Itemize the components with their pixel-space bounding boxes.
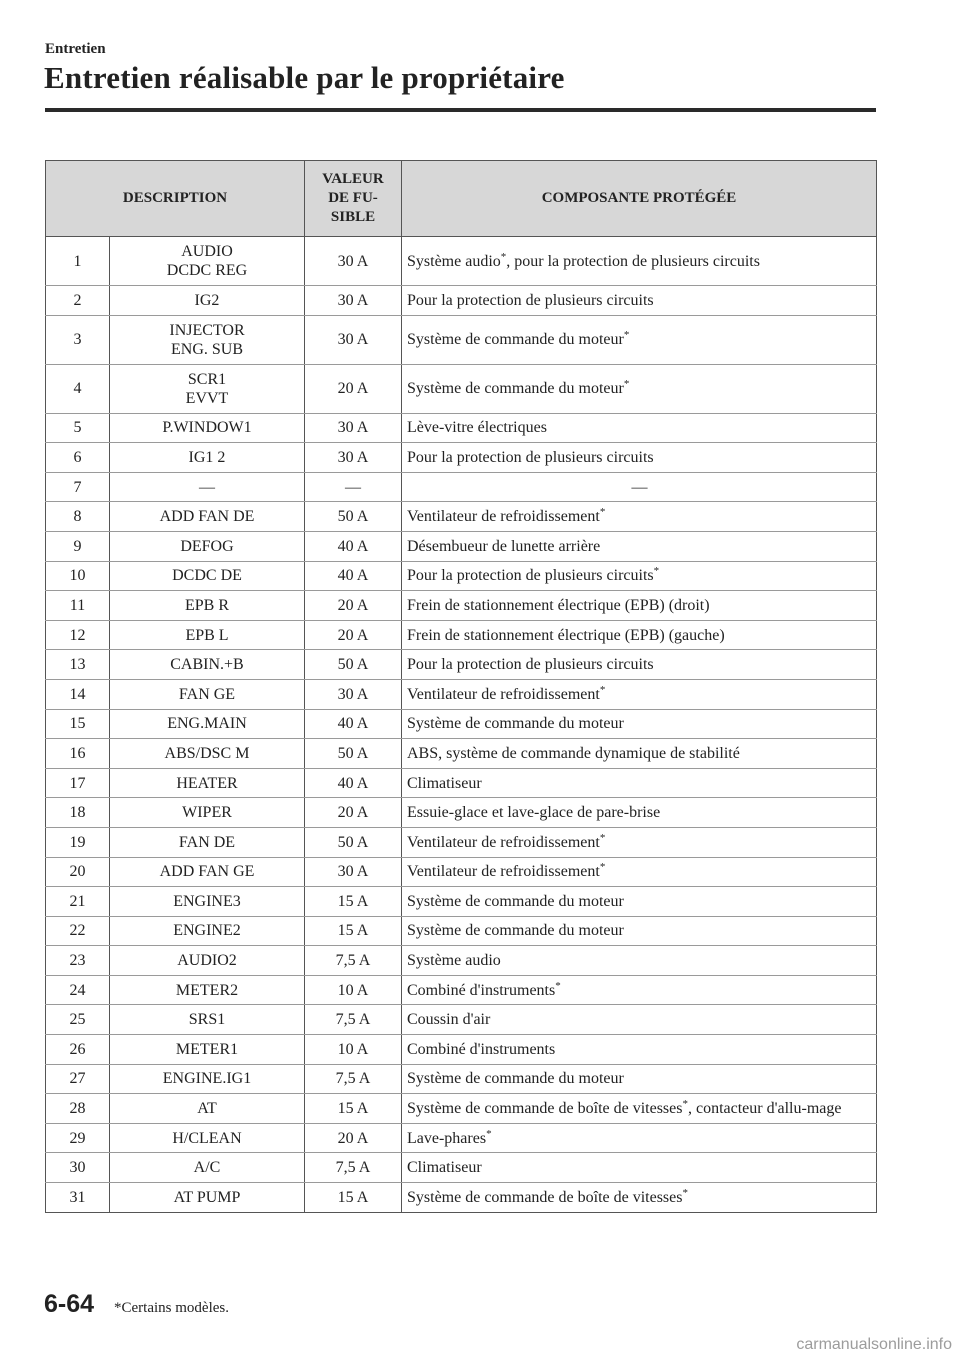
fuse-number: 20	[46, 857, 110, 887]
asterisk-mark: *	[500, 250, 507, 263]
fuse-number: 5	[46, 413, 110, 443]
fuse-description: AT PUMP	[110, 1183, 305, 1213]
column-header-component: COMPOSANTE PROTÉGÉE	[402, 161, 877, 237]
fuse-value: 40 A	[305, 709, 402, 739]
fuse-description: ADD FAN DE	[110, 502, 305, 532]
fuse-description: AUDIO2	[110, 946, 305, 976]
fuse-number: 28	[46, 1094, 110, 1124]
fuse-value: 30 A	[305, 413, 402, 443]
protected-component: Lève-vitre électriques	[402, 413, 877, 443]
fuse-description: EPB R	[110, 591, 305, 621]
table-row	[46, 531, 877, 561]
protected-component: ABS, système de commande dynamique de stabilité	[402, 739, 877, 769]
fuse-value: 10 A	[305, 1035, 402, 1065]
fuse-value: 40 A	[305, 531, 402, 561]
fuse-number: 8	[46, 502, 110, 532]
table-row	[46, 709, 877, 739]
fuse-number: 30	[46, 1153, 110, 1183]
table-row	[46, 561, 877, 591]
fuse-number: 4	[46, 364, 110, 413]
table-row	[46, 286, 877, 316]
fuse-value: 30 A	[305, 315, 402, 364]
table-row	[46, 1005, 877, 1035]
fuse-description: IG2	[110, 286, 305, 316]
fuse-number: 9	[46, 531, 110, 561]
table-row	[46, 857, 877, 887]
fuse-number: 25	[46, 1005, 110, 1035]
fuse-description: A/C	[110, 1153, 305, 1183]
fuse-value: 20 A	[305, 620, 402, 650]
asterisk-mark: *	[599, 506, 606, 519]
fuse-value: 30 A	[305, 286, 402, 316]
asterisk-mark: *	[599, 861, 606, 874]
protected-component: Climatiseur	[402, 768, 877, 798]
fuse-value: 40 A	[305, 768, 402, 798]
page-number: 6-64	[44, 1290, 95, 1318]
fuse-number: 18	[46, 798, 110, 828]
fuse-description: FAN GE	[110, 679, 305, 709]
protected-component: Désembueur de lunette arrière	[402, 531, 877, 561]
asterisk-mark: *	[555, 979, 561, 992]
fuse-number: 6	[46, 443, 110, 473]
watermark: carmanualsonline.info	[796, 1336, 952, 1353]
fuse-number: 23	[46, 946, 110, 976]
asterisk-mark: *	[623, 378, 630, 391]
fuse-value: 7,5 A	[305, 946, 402, 976]
fuse-number: 1	[46, 237, 110, 286]
protected-component: Ventilateur de refroidissement*	[402, 857, 877, 887]
fuse-description: —	[110, 472, 305, 502]
asterisk-mark: *	[599, 683, 606, 696]
fuse-description: H/CLEAN	[110, 1123, 305, 1153]
protected-component: Système de commande du moteur	[402, 1064, 877, 1094]
fuse-value: 15 A	[305, 887, 402, 917]
protected-component: Frein de stationnement électrique (EPB) (droit)	[402, 591, 877, 621]
section-label: Entretien	[45, 41, 106, 57]
table-row	[46, 620, 877, 650]
table-row	[46, 798, 877, 828]
table-row	[46, 768, 877, 798]
protected-component: Système audio	[402, 946, 877, 976]
fuse-number: 16	[46, 739, 110, 769]
fuse-number: 26	[46, 1035, 110, 1065]
protected-component: Ventilateur de refroidissement*	[402, 827, 877, 857]
fuse-description: ENGINE3	[110, 887, 305, 917]
fuse-table	[45, 160, 877, 1213]
fuse-value: 30 A	[305, 857, 402, 887]
fuse-number: 2	[46, 286, 110, 316]
fuse-description: IG1 2	[110, 443, 305, 473]
protected-component: Système de commande du moteur	[402, 887, 877, 917]
fuse-value: 20 A	[305, 1123, 402, 1153]
fuse-description: WIPER	[110, 798, 305, 828]
fuse-number: 14	[46, 679, 110, 709]
table-row	[46, 827, 877, 857]
fuse-value: 30 A	[305, 443, 402, 473]
protected-component: Ventilateur de refroidissement*	[402, 502, 877, 532]
title-divider	[45, 108, 876, 112]
page-title: Entretien réalisable par le propriétaire	[44, 60, 565, 95]
fuse-value: 20 A	[305, 798, 402, 828]
protected-component: Système audio*, pour la protection de plusieurs circuits	[402, 237, 877, 286]
table-row	[46, 364, 877, 413]
asterisk-mark: *	[623, 329, 630, 342]
fuse-description: DCDC DE	[110, 561, 305, 591]
table-row	[46, 413, 877, 443]
asterisk-mark: *	[486, 1127, 492, 1140]
protected-component: Pour la protection de plusieurs circuits	[402, 650, 877, 680]
fuse-description: SRS1	[110, 1005, 305, 1035]
protected-component: —	[402, 472, 877, 502]
fuse-value: 20 A	[305, 364, 402, 413]
protected-component: Pour la protection de plusieurs circuits*	[402, 561, 877, 591]
fuse-value: 50 A	[305, 502, 402, 532]
fuse-description: SCR1 EVVT	[110, 364, 305, 413]
fuse-number: 31	[46, 1183, 110, 1213]
fuse-number: 10	[46, 561, 110, 591]
table-row	[46, 502, 877, 532]
fuse-description: ADD FAN GE	[110, 857, 305, 887]
table-row	[46, 1094, 877, 1124]
fuse-number: 11	[46, 591, 110, 621]
table-row	[46, 237, 877, 286]
table-header-row	[46, 161, 877, 237]
protected-component: Coussin d'air	[402, 1005, 877, 1035]
fuse-value: 7,5 A	[305, 1005, 402, 1035]
fuse-description: FAN DE	[110, 827, 305, 857]
fuse-number: 15	[46, 709, 110, 739]
footnote: *Certains modèles.	[114, 1300, 229, 1316]
protected-component: Système de commande du moteur*	[402, 364, 877, 413]
protected-component: Essuie-glace et lave-glace de pare-brise	[402, 798, 877, 828]
column-header-value	[305, 161, 402, 237]
fuse-number: 3	[46, 315, 110, 364]
protected-component: Combiné d'instruments*	[402, 975, 877, 1005]
fuse-number: 27	[46, 1064, 110, 1094]
fuse-value: 20 A	[305, 591, 402, 621]
column-header-value-text: VALEUR DE FU- SIBLE	[322, 171, 384, 225]
table-row	[46, 1153, 877, 1183]
fuse-value: 7,5 A	[305, 1064, 402, 1094]
protected-component: Lave-phares*	[402, 1123, 877, 1153]
protected-component: Système de commande du moteur*	[402, 315, 877, 364]
fuse-number: 21	[46, 887, 110, 917]
fuse-number: 17	[46, 768, 110, 798]
fuse-description: METER1	[110, 1035, 305, 1065]
fuse-description: ABS/DSC M	[110, 739, 305, 769]
table-row	[46, 1183, 877, 1213]
table-row	[46, 472, 877, 502]
protected-component: Ventilateur de refroidissement*	[402, 679, 877, 709]
fuse-description: INJECTOR ENG. SUB	[110, 315, 305, 364]
protected-component: Pour la protection de plusieurs circuits	[402, 443, 877, 473]
fuse-value: 15 A	[305, 1183, 402, 1213]
table-row	[46, 591, 877, 621]
fuse-number: 22	[46, 916, 110, 946]
table-row	[46, 1123, 877, 1153]
table-row	[46, 315, 877, 364]
fuse-description: DEFOG	[110, 531, 305, 561]
fuse-value: 30 A	[305, 237, 402, 286]
table-row	[46, 1035, 877, 1065]
fuse-description: ENGINE.IG1	[110, 1064, 305, 1094]
fuse-value: 10 A	[305, 975, 402, 1005]
protected-component: Système de commande du moteur	[402, 709, 877, 739]
table-row	[46, 1064, 877, 1094]
fuse-number: 19	[46, 827, 110, 857]
fuse-value: 50 A	[305, 739, 402, 769]
asterisk-mark: *	[682, 1098, 688, 1111]
table-row	[46, 679, 877, 709]
fuse-value: 50 A	[305, 827, 402, 857]
protected-component: Système de commande de boîte de vitesses*	[402, 1183, 877, 1213]
fuse-value: 15 A	[305, 916, 402, 946]
fuse-description: P.WINDOW1	[110, 413, 305, 443]
fuse-description: CABIN.+B	[110, 650, 305, 680]
fuse-description: ENG.MAIN	[110, 709, 305, 739]
table-row	[46, 946, 877, 976]
table-row	[46, 739, 877, 769]
fuse-description: ENGINE2	[110, 916, 305, 946]
fuse-description: AUDIO DCDC REG	[110, 237, 305, 286]
table-row	[46, 916, 877, 946]
table-row	[46, 887, 877, 917]
fuse-number: 12	[46, 620, 110, 650]
fuse-value: —	[305, 472, 402, 502]
table-row	[46, 443, 877, 473]
column-header-description: DESCRIPTION	[46, 161, 305, 237]
protected-component: Climatiseur	[402, 1153, 877, 1183]
table-row	[46, 650, 877, 680]
fuse-description: AT	[110, 1094, 305, 1124]
fuse-description: EPB L	[110, 620, 305, 650]
asterisk-mark: *	[653, 565, 660, 578]
fuse-value: 30 A	[305, 679, 402, 709]
fuse-value: 40 A	[305, 561, 402, 591]
fuse-description: HEATER	[110, 768, 305, 798]
fuse-value: 15 A	[305, 1094, 402, 1124]
fuse-description: METER2	[110, 975, 305, 1005]
protected-component: Pour la protection de plusieurs circuits	[402, 286, 877, 316]
fuse-number: 7	[46, 472, 110, 502]
fuse-value: 7,5 A	[305, 1153, 402, 1183]
fuse-number: 13	[46, 650, 110, 680]
protected-component: Système de commande du moteur	[402, 916, 877, 946]
fuse-number: 24	[46, 975, 110, 1005]
fuse-value: 50 A	[305, 650, 402, 680]
table-row	[46, 975, 877, 1005]
asterisk-mark: *	[682, 1186, 688, 1199]
protected-component: Combiné d'instruments	[402, 1035, 877, 1065]
protected-component: Frein de stationnement électrique (EPB) (gauche)	[402, 620, 877, 650]
asterisk-mark: *	[599, 831, 606, 844]
fuse-number: 29	[46, 1123, 110, 1153]
protected-component: Système de commande de boîte de vitesses*, contacteur d'allu-mage	[402, 1094, 877, 1124]
